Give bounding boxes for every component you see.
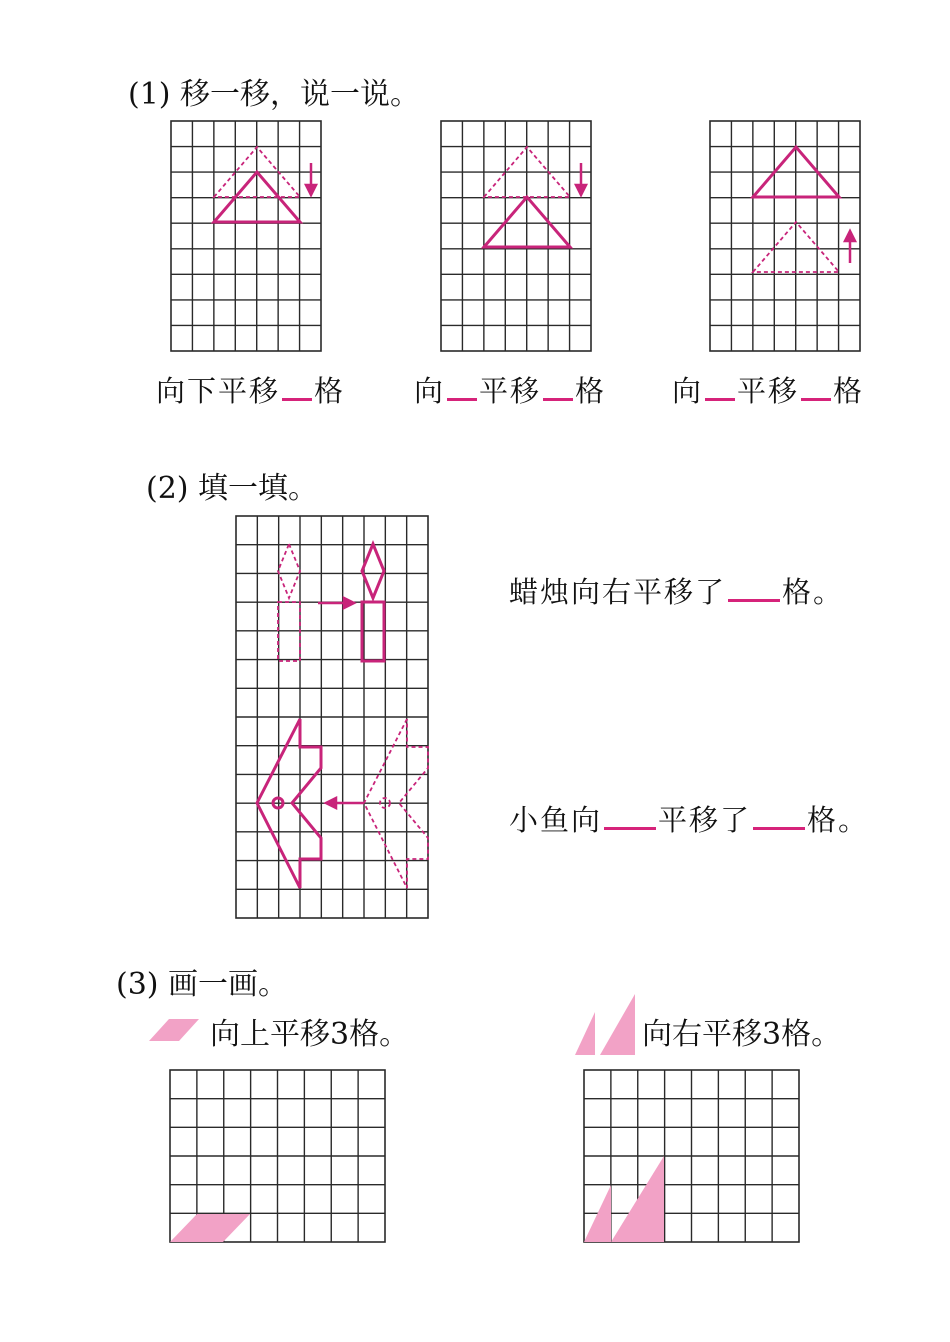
grid-lines bbox=[441, 121, 591, 351]
fish-question: 小鱼向 平移了 格。 bbox=[509, 803, 870, 837]
answer-blank[interactable] bbox=[447, 397, 477, 401]
grid-lines bbox=[171, 121, 321, 351]
q1-grid-1 bbox=[171, 121, 321, 351]
candle-question: 蜡烛向右平移了 格。 bbox=[509, 575, 845, 609]
right-arrow-icon bbox=[318, 598, 354, 608]
grid-lines bbox=[236, 516, 428, 918]
up-arrow-icon bbox=[845, 231, 855, 263]
answer-blank[interactable] bbox=[728, 598, 780, 602]
left-arrow-icon bbox=[326, 798, 364, 808]
q3-grid-right bbox=[584, 1070, 799, 1242]
grid-lines bbox=[584, 1070, 799, 1242]
q3-grid-left bbox=[170, 1070, 385, 1242]
q2-grid bbox=[236, 516, 428, 918]
q2-heading: (2) 填一填。 bbox=[146, 471, 319, 506]
q1-caption-3: 向 平移 格 bbox=[672, 374, 865, 408]
answer-blank[interactable] bbox=[753, 826, 805, 830]
parallelogram-icon bbox=[149, 1017, 201, 1043]
moved-candle bbox=[362, 544, 384, 661]
down-arrow-icon bbox=[306, 163, 316, 195]
sail-icon bbox=[575, 992, 637, 1057]
q3-heading: (3) 画一画。 bbox=[116, 967, 289, 1002]
q1-caption-2: 向 平移 格 bbox=[414, 374, 607, 408]
q1-grid-3 bbox=[710, 121, 860, 351]
q3-left-instruction: 向上平移3格。 bbox=[210, 1017, 410, 1052]
answer-blank[interactable] bbox=[801, 397, 831, 401]
answer-blank[interactable] bbox=[282, 397, 312, 401]
answer-blank[interactable] bbox=[705, 397, 735, 401]
parallelogram-shape bbox=[170, 1214, 250, 1242]
answer-blank[interactable] bbox=[543, 397, 573, 401]
q1-heading: (1) 移一移，说一说。 bbox=[128, 77, 421, 112]
down-arrow-icon bbox=[576, 163, 586, 195]
grid-lines bbox=[710, 121, 860, 351]
q1-caption-1: 向下平移 格 bbox=[156, 374, 346, 408]
q1-grid-2 bbox=[441, 121, 591, 351]
q3-right-instruction: 向右平移3格。 bbox=[642, 1017, 842, 1052]
sail-shape bbox=[584, 1156, 664, 1242]
answer-blank[interactable] bbox=[604, 826, 656, 830]
